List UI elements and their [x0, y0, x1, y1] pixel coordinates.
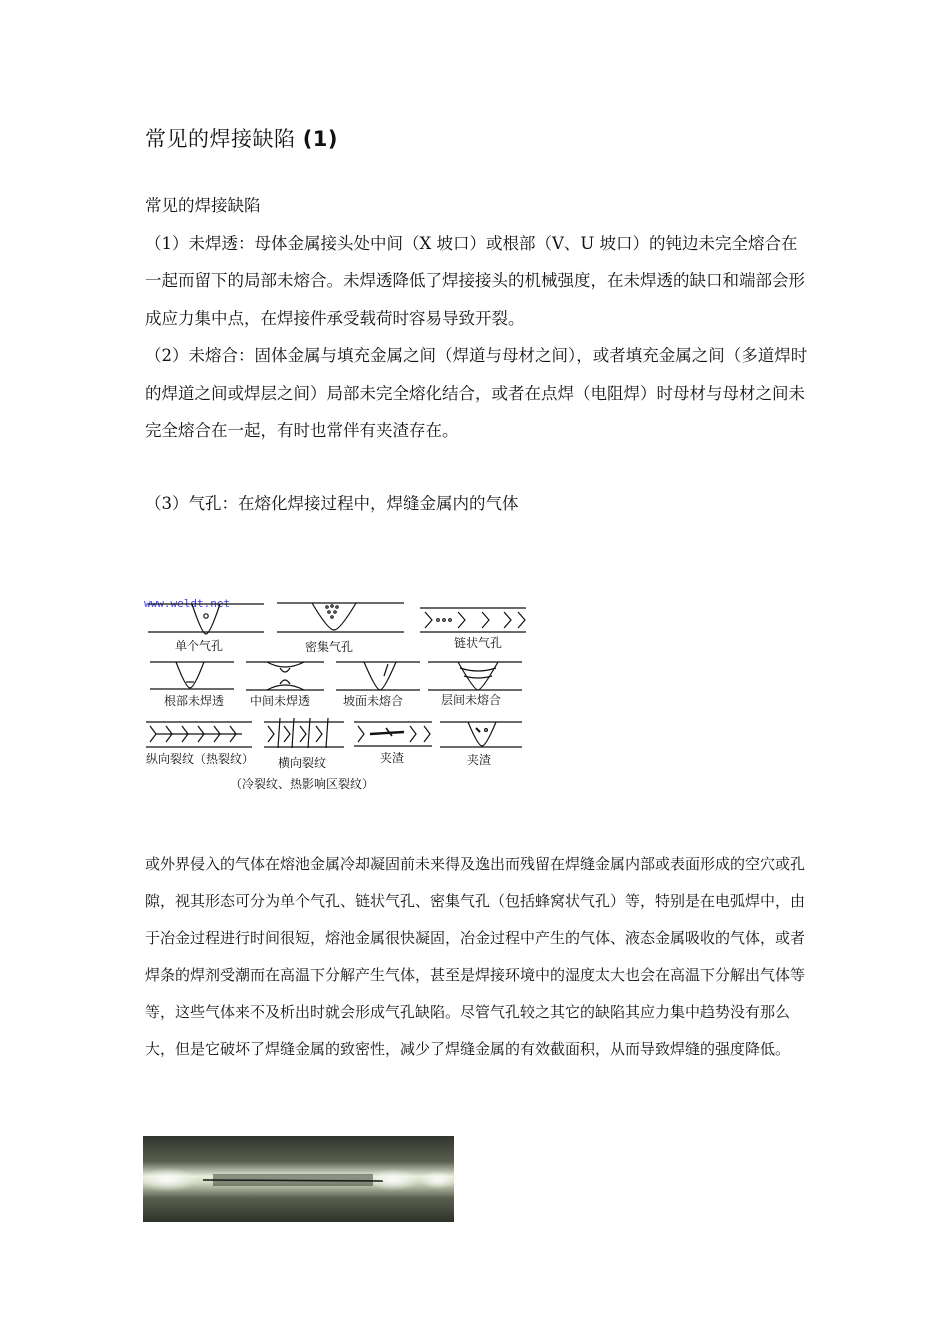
- groove-unfused-sketch: [336, 662, 420, 690]
- label-interlayer-unfused: 层间未熔合: [441, 693, 502, 707]
- paragraph-lack-of-fusion: （2）未熔合：固体金属与填充金属之间（焊道与母材之间），或者填充金属之间（多道焊时的焊道之间或焊层之间）局部未完全熔化结合，或者在点焊（电阻焊）时母材与母材之间未完全熔合在一起，有时也常伴有夹渣存在。: [145, 346, 808, 440]
- title-text: 常见的焊接缺陷: [145, 127, 296, 151]
- label-dense-pores: 密集气孔: [305, 640, 354, 654]
- longitudinal-crack-sketch: [146, 722, 252, 747]
- weld-radiograph-image: [143, 1136, 454, 1222]
- label-crack-note: （冷裂纹、热影响区裂纹）: [230, 777, 375, 791]
- title-number: (1): [302, 127, 338, 151]
- slag-longitudinal-sketch: [354, 722, 432, 746]
- radiograph-picture: [143, 1136, 454, 1222]
- paragraph-incomplete-penetration: （1）未焊透：母体金属接头处中间（X 坡口）或根部（V、U 坡口）的钝边未完全熔合在一起而留下的局部未熔合。未焊透降低了焊接接头的机械强度，在未焊透的缺口和端部会形成应力集中点，在焊接件承受载荷时容易导致开裂。: [145, 233, 805, 328]
- label-slag-1: 夹渣: [380, 751, 405, 765]
- label-longitudinal-crack: 纵向裂纹（热裂纹）: [146, 752, 255, 766]
- body-text-top: [145, 187, 810, 450]
- page-title: [145, 123, 338, 153]
- label-transverse-crack: 横向裂纹: [278, 756, 327, 770]
- paragraph-porosity-detail: 或外界侵入的气体在熔池金属冷却凝固前未来得及逸出而残留在焊缝金属内部或表面形成的空穴或孔隙，视其形态可分为单个气孔、链状气孔、密集气孔（包括蜂窝状气孔）等，特别是在电弧焊中，由于冶金过程进行时间很短，熔池金属很快凝固，冶金过程中产生的气体、液态金属吸收的气体，或者焊条的焊剂受潮而在高温下分解产生气体，甚至是焊接环境中的湿度太大也会在高温下分解出气体等等，这些气体来不及析出时就会形成气孔缺陷。尽管气孔较之其它的缺陷其应力集中趋势没有那么大，但是它破坏了焊缝金属的致密性，减少了焊缝金属的有效截面积，从而导致焊缝的强度降低。: [145, 855, 806, 1058]
- label-root-incomplete: 根部未焊透: [164, 694, 225, 708]
- paragraph-porosity-start: （3）气孔：在熔化焊接过程中，焊缝金属内的气体: [145, 494, 519, 513]
- weld-defects-diagram: [142, 594, 532, 794]
- label-chain-pores: 链状气孔: [454, 636, 503, 650]
- label-single-pore: 单个气孔: [175, 639, 224, 653]
- label-middle-incomplete: 中间未焊透: [250, 694, 311, 708]
- label-slag-2: 夹渣: [467, 753, 492, 767]
- root-incomplete-sketch: [150, 662, 234, 689]
- interlayer-unfused-sketch: [428, 662, 522, 690]
- transverse-crack-sketch: [264, 718, 344, 748]
- body-text-porosity-intro: [145, 485, 810, 523]
- weld-defects-figure: [142, 594, 532, 794]
- chain-pores-sketch: [420, 608, 526, 632]
- middle-incomplete-sketch: [246, 662, 324, 690]
- figure-watermark: www.weldt.net: [144, 597, 231, 610]
- body-text-porosity: [145, 846, 810, 1068]
- dense-pores-sketch: [277, 603, 404, 632]
- section-heading: 常见的焊接缺陷: [145, 196, 261, 215]
- label-groove-unfused: 坡面未熔合: [343, 694, 404, 708]
- slag-cross-section-sketch: [440, 722, 522, 747]
